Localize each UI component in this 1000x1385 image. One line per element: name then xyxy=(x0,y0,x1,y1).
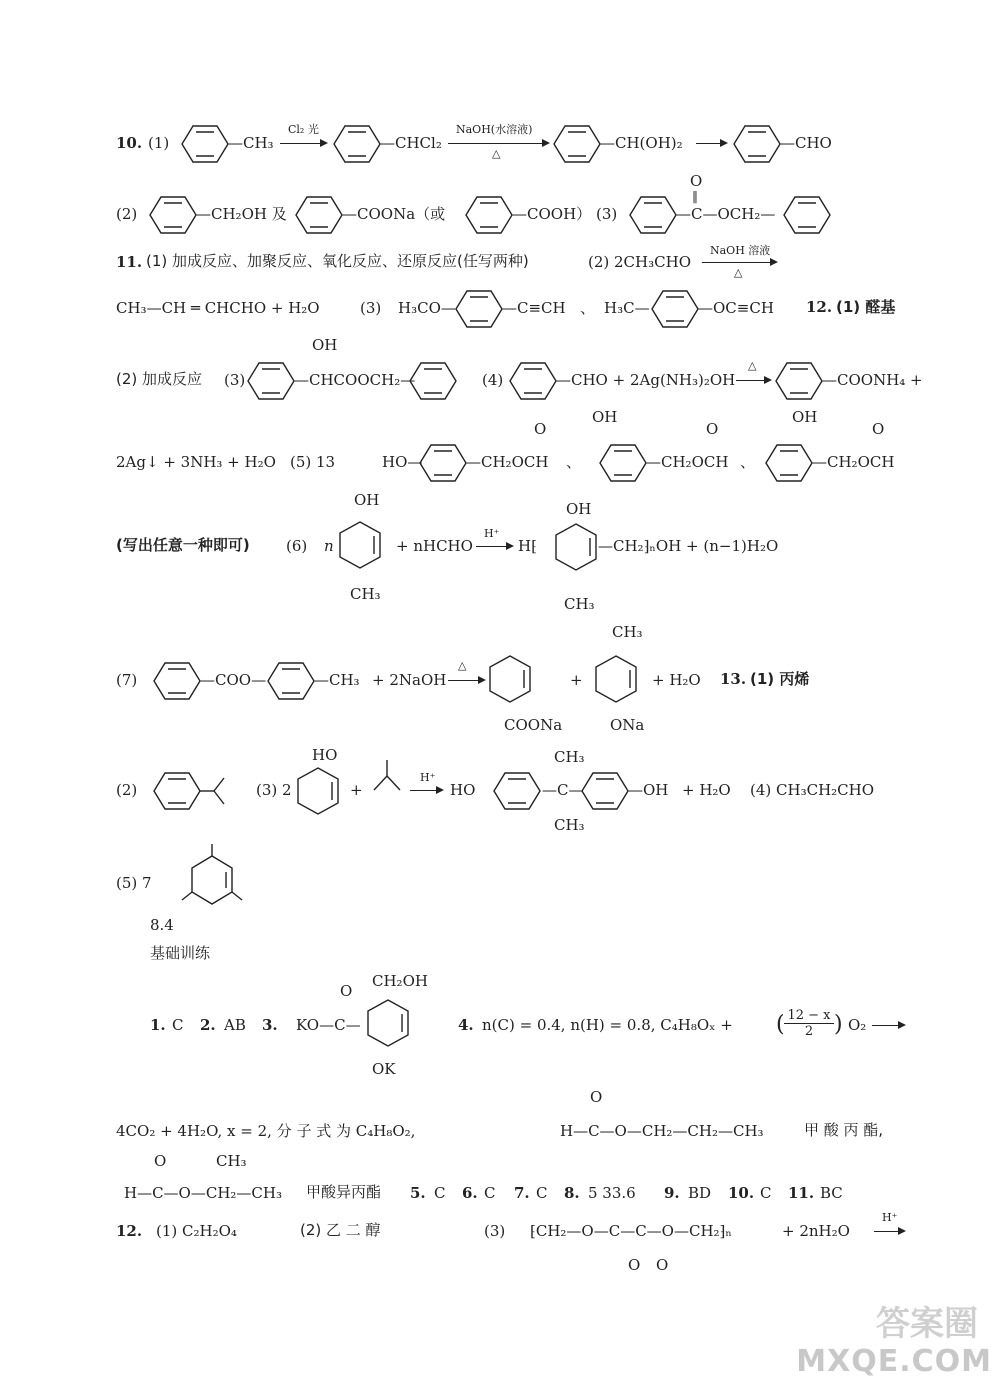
basic-a3: 3. xyxy=(262,1016,278,1034)
q13-oh: —OH xyxy=(628,781,669,799)
q11-delta: △ xyxy=(734,266,743,279)
benzene-ring-icon xyxy=(776,361,822,401)
benzene-ring-icon xyxy=(596,656,636,702)
benzene-ring-icon xyxy=(368,1000,408,1046)
benzene-ring-icon xyxy=(734,124,780,164)
benzene-ring-icon xyxy=(420,443,466,483)
q13-part5: (5) 7 xyxy=(116,874,152,892)
q10-chcl2: —CHCl₂ xyxy=(380,134,442,152)
q12-ona: ONa xyxy=(610,716,645,734)
frac-close: ) xyxy=(834,1012,843,1037)
q12-oh-poly: OH xyxy=(566,500,592,518)
q12-ch2och-a: —CH₂OCH xyxy=(466,453,549,471)
q12-part1: (1) 醛基 xyxy=(836,298,896,316)
benzene-ring-icon xyxy=(766,443,812,483)
q10-part1: (1) xyxy=(148,134,170,152)
reaction-arrow xyxy=(476,546,512,547)
reaction-arrow xyxy=(448,143,548,144)
acetone-skeleton-icon xyxy=(372,760,402,800)
q10-cond2: NaOH(水溶液) xyxy=(456,123,533,136)
basic-a6: 6. xyxy=(462,1184,478,1202)
benzene-ring-icon xyxy=(334,124,380,164)
q13-part1: (1) 丙烯 xyxy=(750,670,810,688)
basic-poly-o1: O xyxy=(628,1256,641,1274)
basic-ok: OK xyxy=(372,1060,396,1078)
benzene-ring-icon xyxy=(510,361,556,401)
basic-a10: 10. xyxy=(728,1184,755,1202)
basic-a11v: BC xyxy=(820,1184,843,1202)
q13-part2: (2) xyxy=(116,781,138,799)
q12-coo: —COO— xyxy=(200,671,267,689)
benzene-ring-icon xyxy=(248,361,294,401)
basic-a10v: C xyxy=(760,1184,772,1202)
q12-ch3b: —CH₃ xyxy=(314,671,360,689)
q12-nhcho: + nHCHO xyxy=(396,537,473,555)
q12-coona: COONa xyxy=(504,716,563,734)
q12-chcooch2: —CHCOOCH₂— xyxy=(294,371,416,389)
q10-cho: —CHO xyxy=(780,134,832,152)
q10-ester-bond: ‖ xyxy=(692,189,698,203)
q12-ch2och-c: —CH₂OCH xyxy=(812,453,895,471)
basic-a2v: AB xyxy=(224,1016,246,1034)
section-number: 8.4 xyxy=(150,916,174,934)
fraction-numerator: 12 − x xyxy=(784,1008,834,1024)
q12-o-a: O xyxy=(534,420,547,438)
q12-o-b: O xyxy=(706,420,719,438)
reaction-arrow xyxy=(736,380,770,381)
q13-oh-phenol: HO xyxy=(312,746,338,764)
benzene-ring-icon xyxy=(340,522,380,568)
benzene-ring-icon xyxy=(182,124,228,164)
basic-a9: 9. xyxy=(664,1184,680,1202)
basic-o: O xyxy=(340,982,353,1000)
basic-f2: H—C—O—CH₂—CH₃ xyxy=(124,1184,282,1202)
basic-a12p1: (1) C₂H₂O₄ xyxy=(156,1222,237,1240)
q12-ch3-p6: CH₃ xyxy=(350,585,381,603)
q12-ch2och-b: —CH₂OCH xyxy=(646,453,729,471)
basic-a5: 5. xyxy=(410,1184,426,1202)
q12-hplus: H⁺ xyxy=(484,527,500,540)
benzene-ring-icon xyxy=(582,771,628,811)
basic-a8: 8. xyxy=(564,1184,580,1202)
q11-part3: (3) xyxy=(360,299,382,317)
q12-delta7: △ xyxy=(458,659,467,672)
trimethyl-cyclohexene-icon xyxy=(180,842,244,912)
reaction-arrow xyxy=(702,262,776,263)
basic-a12p2: (2) 乙 二 醇 xyxy=(300,1221,381,1239)
q13-hplus: H⁺ xyxy=(420,771,436,784)
basic-line2: 4CO₂ + 4H₂O, x = 2, 分 子 式 为 C₄H₈O₂, xyxy=(116,1122,416,1140)
watermark-url: MXQE.COM xyxy=(796,1344,992,1379)
basic-a12: 12. xyxy=(116,1222,143,1240)
basic-ko: KO—C— xyxy=(296,1016,361,1034)
basic-a6v: C xyxy=(484,1184,496,1202)
basic-f1: H—C—O—CH₂—CH₂—CH₃ xyxy=(560,1122,764,1140)
watermark-logo: 答案圈 xyxy=(876,1304,978,1344)
basic-a4text: n(C) = 0.4, n(H) = 0.8, C₄H₈Oₓ + xyxy=(482,1016,733,1034)
q10-delta: △ xyxy=(492,147,501,160)
q10-cond1: Cl₂ 光 xyxy=(288,123,319,136)
basic-a1v: C xyxy=(172,1016,184,1034)
q12-ch2n: —CH₂⁆ₙOH + (n−1)H₂O xyxy=(598,537,779,555)
reaction-arrow xyxy=(448,680,484,681)
basic-a7v: C xyxy=(536,1184,548,1202)
fraction-denominator: 2 xyxy=(804,1024,814,1039)
q11-part1: (1) 加成反应、加聚反应、氧化反应、还原反应(任写两种) xyxy=(146,252,529,270)
q13-c: —C— xyxy=(542,781,584,799)
q12-number: 12. xyxy=(806,298,833,316)
benzene-ring-icon xyxy=(296,195,342,235)
q13-ho: HO xyxy=(450,781,476,799)
q11-ocyne: —OC≡CH xyxy=(698,299,774,317)
basic-o2: O₂ xyxy=(848,1016,867,1034)
basic-f1-o: O xyxy=(590,1088,603,1106)
q12-n: n xyxy=(324,537,334,555)
q11-cond: NaOH 溶液 xyxy=(710,244,771,257)
q11-yne: —C≡CH xyxy=(502,299,566,317)
q11-line2: CH₃—CH ═ CHCHO + H₂O xyxy=(116,299,320,317)
q12-ho-a: HO— xyxy=(382,453,423,471)
q11-number: 11. xyxy=(116,253,143,271)
basic-a7: 7. xyxy=(514,1184,530,1202)
q12-sep-b: 、 xyxy=(740,453,756,471)
q10-ch3: —CH₃ xyxy=(228,134,274,152)
benzene-ring-icon xyxy=(554,124,600,164)
q12-plus7: + xyxy=(570,671,583,689)
benzene-ring-icon xyxy=(652,289,698,329)
q12-part3: (3) xyxy=(224,371,246,389)
benzene-ring-icon xyxy=(150,195,196,235)
benzene-ring-icon xyxy=(466,195,512,235)
reaction-arrow xyxy=(410,790,442,791)
q13-ch3-bot: CH₃ xyxy=(554,816,585,834)
q10-choh2: —CH(OH)₂ xyxy=(600,134,683,152)
basic-poly-o2: O xyxy=(656,1256,669,1274)
benzene-ring-icon xyxy=(490,656,530,702)
q12-oh: OH xyxy=(312,336,338,354)
q12-h-bracket: H⁅ xyxy=(518,537,537,555)
q13-h2o: + H₂O xyxy=(682,781,731,799)
basic-poly: ⁅CH₂—O—C—C—O—CH₂⁆ₙ xyxy=(530,1222,732,1240)
benzene-ring-icon xyxy=(154,661,200,701)
q13-plus: + xyxy=(350,781,363,799)
basic-f2-ch3: CH₃ xyxy=(216,1152,247,1170)
reaction-arrow xyxy=(280,143,326,144)
q12-part4: (4) xyxy=(482,371,504,389)
basic-a5v: C xyxy=(434,1184,446,1202)
q12-part5: (5) 13 xyxy=(290,453,336,471)
q12-part7: (7) xyxy=(116,671,138,689)
q12-part6: (6) xyxy=(286,537,308,555)
q10-number: 10. xyxy=(116,134,143,152)
q11-h3c: H₃C— xyxy=(604,299,650,317)
q12-ch3-poly: CH₃ xyxy=(564,595,595,613)
q12-o-c: O xyxy=(872,420,885,438)
q12-h2o7: + H₂O xyxy=(652,671,701,689)
q12-note: (写出任意一种即可) xyxy=(116,536,250,554)
q13-ch3-top: CH₃ xyxy=(554,748,585,766)
q12-sep-a: 、 xyxy=(566,453,582,471)
q10-ch2oh: —CH₂OH 及 xyxy=(196,205,287,223)
q12-ho-c: OH xyxy=(792,408,818,426)
basic-a8v: 5 33.6 xyxy=(588,1184,636,1202)
q12-oh-p6: OH xyxy=(354,491,380,509)
q11-h3co: H₃CO— xyxy=(398,299,456,317)
basic-a4: 4. xyxy=(458,1016,474,1034)
benzene-ring-icon xyxy=(298,768,338,814)
q10-cooh: —COOH） xyxy=(512,205,592,223)
q12-delta: △ xyxy=(748,359,757,372)
q12-part2: (2) 加成反应 xyxy=(116,370,203,388)
q13-part3: (3) 2 xyxy=(256,781,292,799)
frac-open: ( xyxy=(776,1012,785,1037)
reaction-arrow xyxy=(872,1025,904,1026)
q12-naoh: + 2NaOH xyxy=(372,671,447,689)
q11-part2: (2) 2CH₃CHO xyxy=(588,253,691,271)
benzene-ring-icon xyxy=(456,289,502,329)
basic-ch2oh: CH₂OH xyxy=(372,972,428,990)
q12-coonh4: —COONH₄ + xyxy=(822,371,923,389)
benzene-ring-icon xyxy=(556,524,596,570)
basic-a1: 1. xyxy=(150,1016,166,1034)
q10-coona: —COONa（或 xyxy=(342,205,446,223)
benzene-ring-icon xyxy=(784,195,830,235)
q12-ch3-7: CH₃ xyxy=(612,623,643,641)
basic-a9v: BD xyxy=(688,1184,712,1202)
fraction xyxy=(784,1008,834,1039)
q10-part2: (2) xyxy=(116,205,138,223)
basic-h2o: + 2nH₂O xyxy=(782,1222,850,1240)
q11-sep: 、 xyxy=(580,299,596,317)
basic-hplus: H⁺ xyxy=(882,1211,898,1224)
isopropyl-branch-icon xyxy=(200,776,232,806)
benzene-ring-icon xyxy=(630,195,676,235)
basic-a11: 11. xyxy=(788,1184,815,1202)
reaction-arrow xyxy=(874,1231,904,1232)
q10-ester: —C—OCH₂— xyxy=(676,205,776,223)
q10-part3: (3) xyxy=(596,205,618,223)
benzene-ring-icon xyxy=(154,771,200,811)
section-title: 基础训练 xyxy=(150,944,211,962)
benzene-ring-icon xyxy=(494,771,540,811)
q12-ho-b: OH xyxy=(592,408,618,426)
reaction-arrow xyxy=(696,143,726,144)
basic-f1name: 甲 酸 丙 酯, xyxy=(804,1121,884,1139)
benzene-ring-icon xyxy=(600,443,646,483)
benzene-ring-icon xyxy=(410,361,456,401)
basic-f2name: 甲酸异丙酯 xyxy=(306,1183,382,1201)
q12-line3: 2Ag↓ + 3NH₃ + H₂O xyxy=(116,453,276,471)
q12-cho-ag: —CHO + 2Ag(NH₃)₂OH xyxy=(556,371,736,389)
benzene-ring-icon xyxy=(268,661,314,701)
basic-a12p3: (3) xyxy=(484,1222,506,1240)
q10-ester-o: O xyxy=(690,172,703,190)
basic-a2: 2. xyxy=(200,1016,216,1034)
q13-part4: (4) CH₃CH₂CHO xyxy=(750,781,875,799)
q13-number: 13. xyxy=(720,670,747,688)
basic-f2-o: O xyxy=(154,1152,167,1170)
